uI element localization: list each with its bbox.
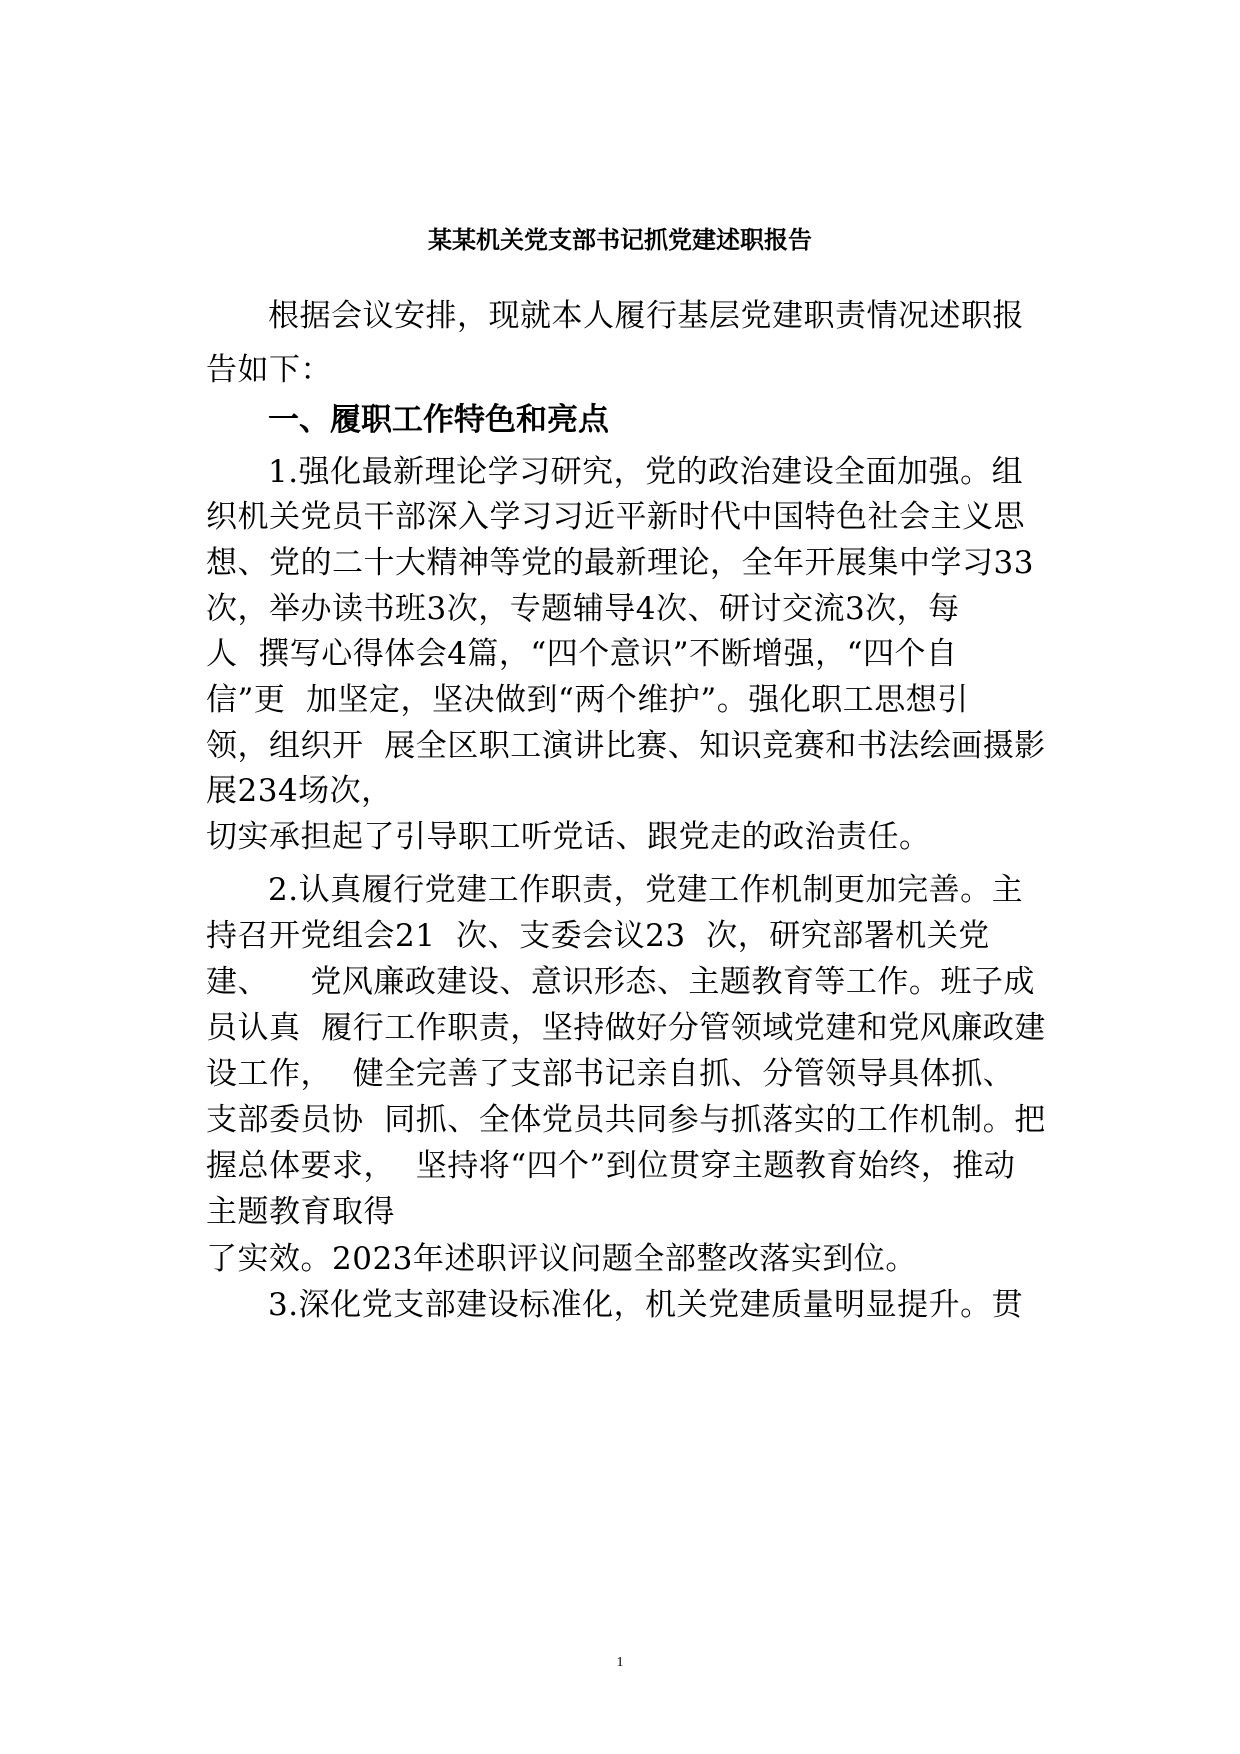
paragraph-2-line: 握总体要求， 坚持将“四个”到位贯穿主题教育始终，推动 [206,1148,1016,1184]
paragraph-1-line: 人 撰写心得体会4篇，“四个意识”不断增强，“四个自 [206,636,958,672]
page-number: 1 [616,1655,624,1670]
paragraph-2-line: 持召开党组会21 次、支委会议23 次，研究部署机关党 [206,918,990,954]
paragraph-1-line: 切实承担起了引导职工听党话、跟党走的政治责任。 [206,819,931,855]
intro-line: 告如下： [206,352,332,388]
paragraph-2-line: 了实效。2023年述职评议问题全部整改落实到位。 [206,1241,917,1277]
paragraph-3-line: 3.深化党支部建设标准化，机关党建质量明显提升。贯 [268,1287,1024,1323]
paragraph-2-line: 支部委员协 同抓、全体党员共同参与抓落实的工作机制。把 [206,1102,1046,1138]
paragraph-1-line: 展234场次， [206,773,393,809]
section-heading: 一、履职工作特色和亮点 [268,402,609,438]
intro-line: 根据会议安排，现就本人履行基层党建职责情况述职报 [268,298,1024,334]
paragraph-2-line: 建、 党风廉政建设、意识形态、主题教育等工作。班子成 [206,964,1035,1000]
paragraph-2-line: 2.认真履行党建工作职责，党建工作机制更加完善。主 [268,872,1024,908]
paragraph-1-line: 信”更 加坚定，坚决做到“两个维护”。强化职工思想引 [206,682,969,718]
paragraph-1-line: 1.强化最新理论学习研究，党的政治建设全面加强。组 [268,454,1024,490]
paragraph-1-line: 次，举办读书班3次，专题辅导4次、研讨交流3次，每 [206,591,960,627]
document-title: 某某机关党支部书记抓党建述职报告 [428,226,812,254]
paragraph-1-line: 领，组织开 展全区职工演讲比赛、知识竞赛和书法绘画摄影 [206,728,1046,764]
paragraph-2-line: 设工作， 健全完善了支部书记亲自抓、分管领导具体抓、 [206,1056,1015,1092]
paragraph-2-line: 员认真 履行工作职责，坚持做好分管领域党建和党风廉政建 [206,1010,1046,1046]
paragraph-1-line: 想、党的二十大精神等党的最新理论，全年开展集中学习33 [206,545,1034,581]
paragraph-1-line: 织机关党员干部深入学习习近平新时代中国特色社会主义思 [206,499,1025,535]
paragraph-2-line: 主题教育取得 [206,1194,395,1230]
